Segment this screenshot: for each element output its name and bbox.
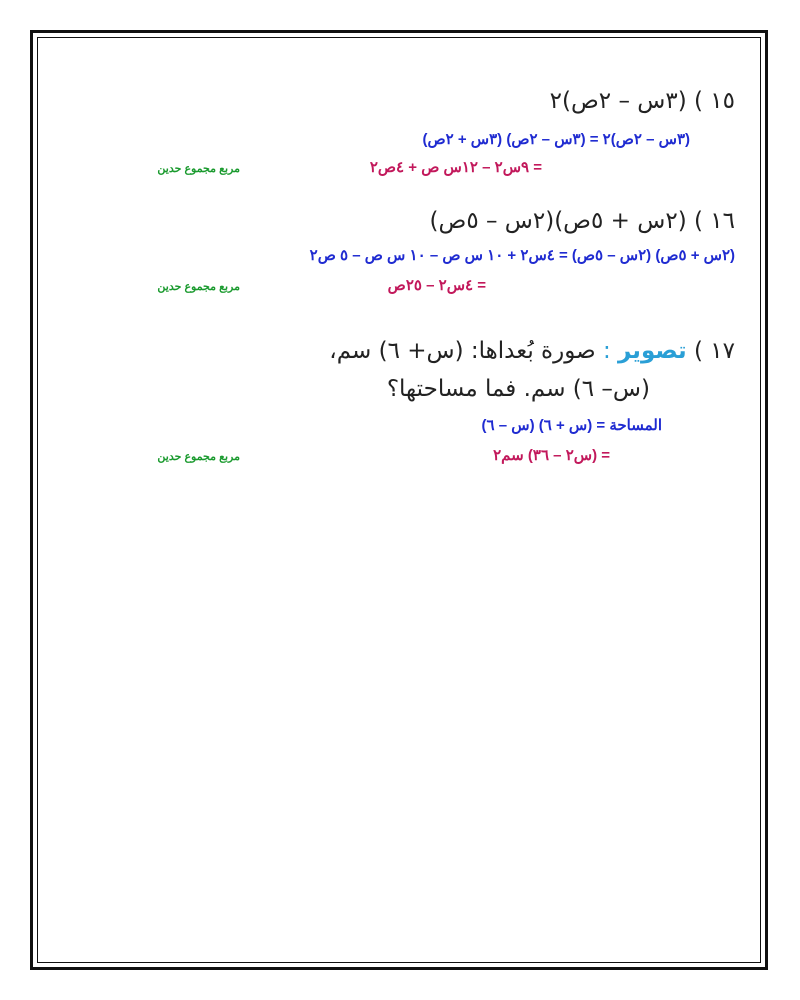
problem-15-step-1: (٣س – ٢ص)٢ = (٣س – ٢ص) (٣س + ٢ص) [422,131,690,148]
problem-16-step-2: = ٤س٢ – ٢٥ص [387,277,486,294]
problem-17-number: ١٧ ) [693,338,735,364]
problem-17-text-line-1: صورة بُعداها: (س+ ٦) سم، [329,338,596,364]
problem-17-colon: : [602,338,611,364]
problem-17-heading [329,338,735,364]
problem-15-note: مربع مجموع حدين [157,163,240,175]
problem-17-step-1: المساحة = (س + ٦) (س – ٦) [481,417,662,434]
problem-15-step-2: = ٩س٢ – ١٢س ص + ٤ص٢ [369,159,542,176]
problem-17-keyword: تصوير [618,338,687,364]
problem-16-note: مربع مجموع حدين [157,281,240,293]
problem-17-note: مربع مجموع حدين [157,451,240,463]
problem-15-heading: ١٥ ) (٣س – ٢ص)٢ [549,88,735,114]
problem-16-heading: ١٦ ) (٢س + ٥ص)(٢س – ٥ص) [429,208,735,234]
problem-16-step-1: (٢س + ٥ص) (٢س – ٥ص) = ٤س٢ + ١٠ س ص – ١٠ س ص – ٥ ص٢ [309,247,735,264]
problem-17-step-2: = (س٢ – ٣٦) سم٢ [493,447,610,464]
problem-17-text-line-2: (س– ٦) سم. فما مساحتها؟ [386,376,650,402]
